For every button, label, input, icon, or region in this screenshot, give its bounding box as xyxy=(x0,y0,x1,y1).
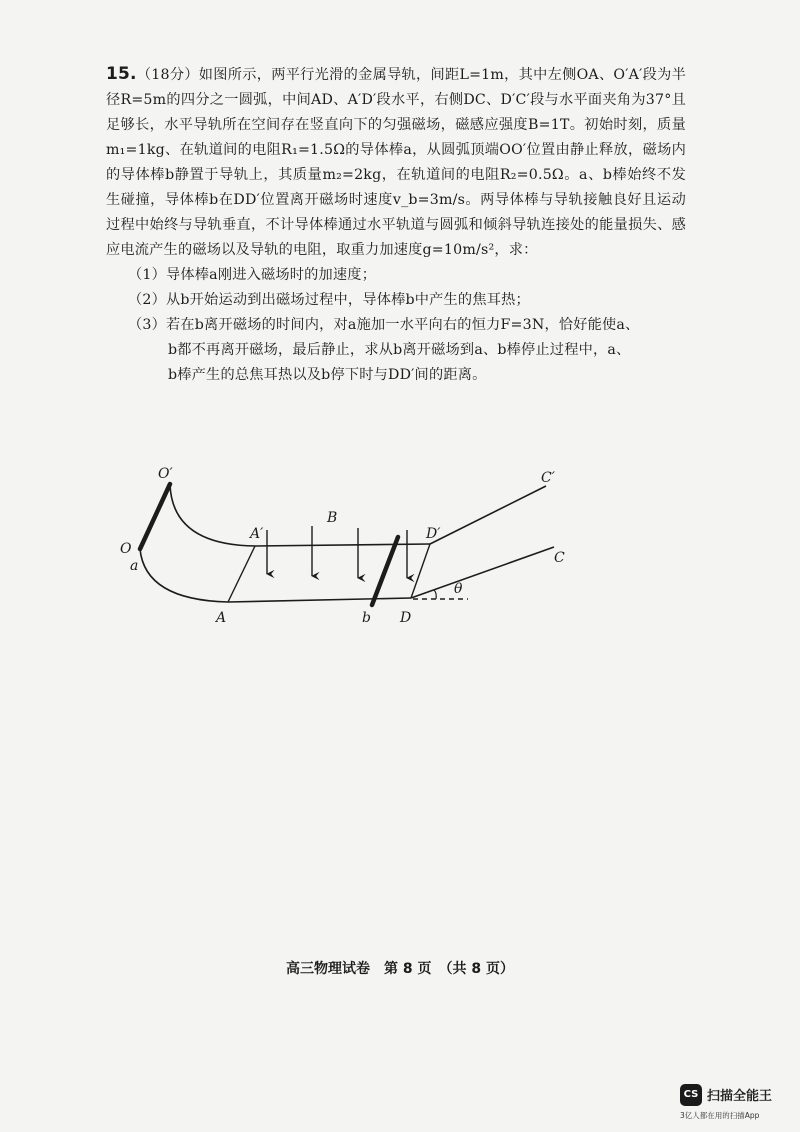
label-A: A xyxy=(216,610,227,626)
label-A-prime: A′ xyxy=(250,526,264,542)
back-horizontal-rail xyxy=(255,544,430,546)
problem-intro xyxy=(106,62,686,263)
label-theta: θ xyxy=(454,581,463,597)
sub-question-2: （2）从b开始运动到出磁场过程中，导体棒b中产生的焦耳热； xyxy=(128,292,530,308)
back-incline-rail xyxy=(430,486,546,544)
label-C-prime: C′ xyxy=(541,470,555,486)
rail-diagram xyxy=(100,450,620,640)
label-D-prime: D′ xyxy=(426,526,441,542)
front-arc-rail xyxy=(140,549,228,602)
page-footer: 高三物理试卷 第 8 页 （共 8 页） xyxy=(286,961,514,977)
watermark-title: 扫描全能王 xyxy=(707,1089,773,1104)
label-O-prime: O′ xyxy=(158,466,173,482)
label-B: B xyxy=(327,510,338,526)
scanner-watermark xyxy=(680,1084,790,1124)
angle-arc xyxy=(434,590,436,599)
sub-question-3: （3）若在b离开磁场的时间内，对a施加一水平向右的恒力F=3N，恰好能使a、 b都不再离开磁场，最后静止，求从b离开磁场到a、b棒停止过程中，a、 b棒产生的总焦耳热以及b停下时与DD′间的距离。 xyxy=(128,317,640,383)
field-edge-right xyxy=(411,544,430,598)
problem-text: （18分）如图所示，两平行光滑的金属导轨，间距L=1m，其中左侧OA、O′A′段为半径R=5m的四分之一圆弧，中间AD、A′D′段水平，右侧DC、D′C′段与水平面夹角为37°且足够长，水平导轨所在空间存在竖直向下的匀强磁场，磁感应强度B=1T。初始时刻，质量m₁=1kg、在轨道间的电阻R₁=1.5Ω的导体棒a，从圆弧顶端OO′位置由静止释放，磁场内的导体棒b静置于导轨上，其质量m₂=2kg，在轨道间的电阻R₂=0.5Ω。a、b棒始终不发生碰撞，导体棒b在DD′位置离开磁场时速度v_b=3m/s。两导体棒与导轨接触良好且运动过程中始终与导轨垂直，不计导体棒通过水平轨道与圆弧和倾斜导轨连接处的能量损失、感应电流产生的磁场以及导轨的电阻，取重力加速度g=10m/s²，求： xyxy=(106,67,686,258)
watermark-subtitle: 3亿人都在用的扫描App xyxy=(680,1111,760,1120)
front-horizontal-rail xyxy=(228,598,411,602)
question-number: 15. xyxy=(106,64,137,84)
sub-question-1: （1）导体棒a刚进入磁场时的加速度； xyxy=(128,267,377,283)
rod-b xyxy=(372,537,398,605)
label-D: D xyxy=(400,610,412,626)
camscanner-logo-icon: CS xyxy=(680,1084,702,1106)
rod-a xyxy=(140,484,170,549)
label-b: b xyxy=(362,610,371,626)
label-C: C xyxy=(554,550,565,566)
label-a: a xyxy=(130,558,139,574)
problem-block xyxy=(106,62,686,388)
field-edge-left xyxy=(228,546,255,602)
back-arc-rail xyxy=(170,484,255,546)
front-incline-rail xyxy=(411,547,554,598)
rail-diagram-svg xyxy=(100,450,620,640)
label-O: O xyxy=(120,541,132,557)
